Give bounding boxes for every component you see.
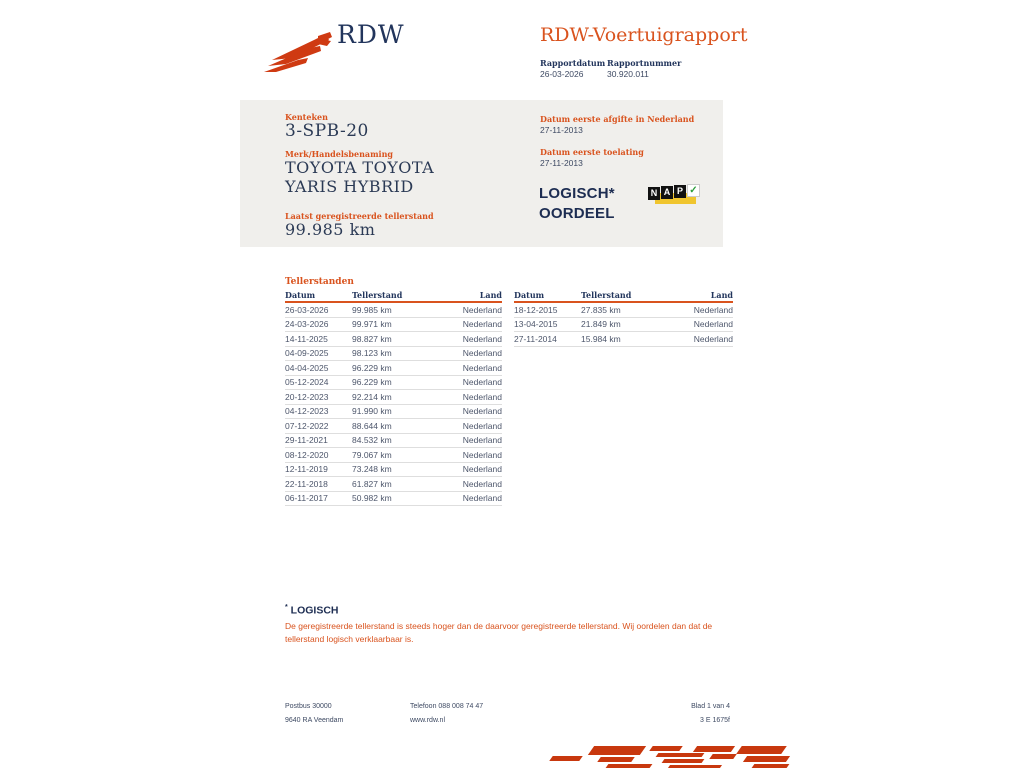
legend-text: De geregistreerde tellerstand is steeds hoger dan de daarvoor geregistreerde tellerstand. Wij oordelen dan dat de tellerstand logisch verklaarbaar is. [285,621,713,644]
cell-tellerstand: 91.990 km [352,406,392,417]
cell-tellerstand: 79.067 km [352,449,392,460]
cell-tellerstand: 98.123 km [352,348,392,359]
legend-asterisk: * [285,604,288,611]
cell-land: Nederland [693,333,733,344]
cell-datum: 06-11-2017 [285,493,328,504]
col-datum: Datum [514,290,545,300]
oordeel-line2: OORDEEL [539,205,615,222]
table-row [285,419,502,434]
cell-datum: 27-11-2014 [514,333,557,344]
cell-datum: 12-11-2019 [285,464,328,475]
cell-datum: 22-11-2018 [285,478,328,489]
report-date-label: Rapportdatum [540,58,606,68]
report-number-value: 30.920.011 [607,69,649,79]
table-body [514,303,733,347]
table-row [285,477,502,492]
cell-datum: 14-11-2025 [285,333,328,344]
cell-land: Nederland [462,464,502,475]
cell-tellerstand: 50.982 km [352,493,392,504]
tellerstanden-table-left [285,290,502,506]
table-row [285,361,502,376]
legend-title-text: LOGISCH [287,604,339,617]
report-date-value: 26-03-2026 [540,69,584,79]
nap-letter-n: N [648,187,660,200]
cell-tellerstand: 92.214 km [352,391,392,402]
cell-land: Nederland [462,348,502,359]
table-row [285,448,502,463]
cell-datum: 26-03-2026 [285,304,329,315]
cell-tellerstand: 88.644 km [352,420,392,431]
cell-tellerstand: 61.827 km [352,478,392,489]
table-row [285,405,502,420]
col-land: Land [710,290,733,300]
footer-address-line1: Postbus 30000 [285,703,332,710]
tellerstanden-title: Tellerstanden [285,277,354,287]
merk-value [285,158,434,196]
tellerstand-value: 99.985 km [285,220,376,239]
cell-datum: 04-04-2025 [285,362,329,373]
report-number-label: Rapportnummer [607,58,682,68]
nap-check-icon: ✓ [687,184,700,197]
table-row [285,332,502,347]
cell-datum: 08-12-2020 [285,449,329,460]
table-row [285,347,502,362]
cell-datum: 18-12-2015 [514,304,558,315]
cell-land: Nederland [462,406,502,417]
col-tellerstand: Tellerstand [352,290,403,300]
cell-datum: 07-12-2022 [285,420,329,431]
cell-tellerstand: 27.835 km [581,304,621,315]
oordeel-verdict [539,184,615,224]
cell-land: Nederland [462,449,502,460]
merk-label: Merk/Handelsbenaming [285,149,394,159]
table-row [514,332,733,347]
col-land: Land [479,290,502,300]
cell-land: Nederland [462,420,502,431]
rdw-bird-logo-icon [262,30,334,74]
kenteken-label: Kenteken [285,112,328,122]
cell-tellerstand: 99.985 km [352,304,392,315]
nap-letter-a: A [661,186,673,199]
cell-land: Nederland [462,435,502,446]
report-title: RDW-Voertuigrapport [540,24,748,46]
cell-datum: 20-12-2023 [285,391,329,402]
footer-phone: Telefoon 088 008 74 47 [410,703,484,710]
table-row [514,318,733,333]
footer-website-link[interactable]: www.rdw.nl [410,717,446,724]
cell-datum: 13-04-2015 [514,319,558,330]
oordeel-line1: LOGISCH* [539,185,615,202]
footer-doc-code: 3 E 1675f [700,717,730,724]
table-row [285,492,502,507]
cell-land: Nederland [462,493,502,504]
tellerstand-label: Laatst geregistreerde tellerstand [285,211,434,221]
cell-tellerstand: 21.849 km [581,319,621,330]
toelating-value: 27-11-2013 [540,158,583,168]
cell-land: Nederland [462,304,502,315]
cell-land: Nederland [462,478,502,489]
table-row [285,303,502,318]
legend-title [285,604,339,617]
table-row [285,376,502,391]
cell-land: Nederland [693,304,733,315]
col-tellerstand: Tellerstand [581,290,632,300]
cell-land: Nederland [462,319,502,330]
rdw-stripes-graphic [543,744,788,768]
footer-page-number: Blad 1 van 4 [691,703,730,710]
cell-tellerstand: 96.229 km [352,377,392,388]
vehicle-summary-panel [240,100,723,247]
nap-letter-p: P [674,185,686,198]
col-datum: Datum [285,290,316,300]
merk-line2: YARIS HYBRID [285,177,414,196]
cell-tellerstand: 15.984 km [581,333,621,344]
table-row [285,463,502,478]
cell-tellerstand: 84.532 km [352,435,392,446]
footer-address-line2: 9640 RA Veendam [285,717,344,724]
cell-land: Nederland [693,319,733,330]
cell-datum: 24-03-2026 [285,319,329,330]
cell-tellerstand: 96.229 km [352,362,392,373]
cell-datum: 29-11-2021 [285,435,328,446]
cell-land: Nederland [462,377,502,388]
cell-land: Nederland [462,362,502,373]
cell-datum: 04-09-2025 [285,348,329,359]
afgifte-label: Datum eerste afgifte in Nederland [540,114,695,124]
cell-land: Nederland [462,391,502,402]
cell-datum: 05-12-2024 [285,377,329,388]
cell-land: Nederland [462,333,502,344]
merk-line1: TOYOTA TOYOTA [285,158,435,177]
table-header [285,290,502,303]
afgifte-value: 27-11-2013 [540,125,583,135]
toelating-label: Datum eerste toelating [540,147,644,157]
table-row [285,434,502,449]
table-row [514,303,733,318]
table-row [285,390,502,405]
nap-logo [648,184,698,208]
cell-tellerstand: 98.827 km [352,333,392,344]
cell-tellerstand: 73.248 km [352,464,392,475]
cell-tellerstand: 99.971 km [352,319,392,330]
kenteken-value: 3-SPB-20 [285,121,369,141]
rdw-logo-text: RDW [337,20,405,49]
table-header [514,290,733,303]
table-body [285,303,502,506]
cell-datum: 04-12-2023 [285,406,329,417]
tellerstanden-table-right [514,290,733,347]
table-row [285,318,502,333]
